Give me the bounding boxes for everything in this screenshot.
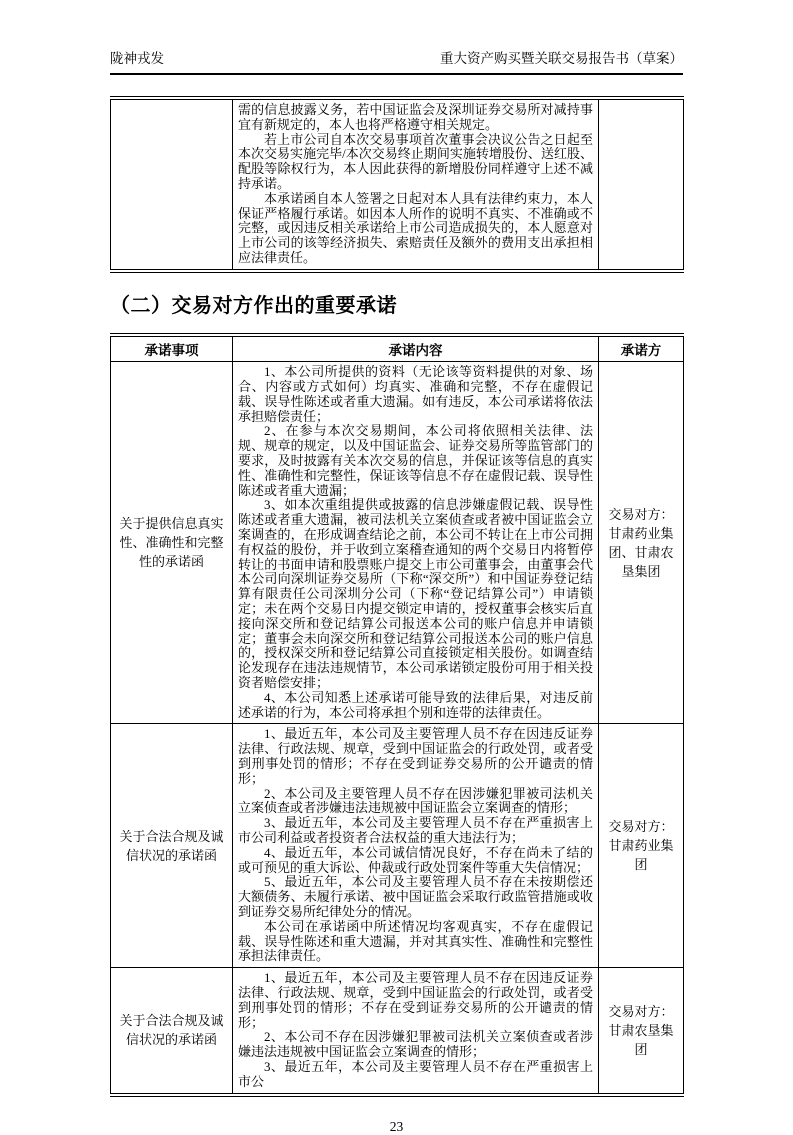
commitment-row xyxy=(111,362,684,724)
header-company-name: 陇神戎发 xyxy=(110,51,164,66)
header-report-title: 重大资产购买暨关联交易报告书（草案） xyxy=(440,51,683,66)
content-paragraph: 需的信息披露义务，若中国证监会及深圳证券交易所对减持事宜有新规定的，本人也将严格遵守相关规定。 xyxy=(238,102,593,132)
commitment-content-cell xyxy=(233,362,599,724)
content-paragraph: 3、如本次重组提供或披露的信息涉嫌虚假记载、误导性陈述或者重大遗漏，被司法机关立案侦查或者被中国证监会立案调查的，在形成调查结论之前，本公司不转让在上市公司拥有权益的股份，并于收到立案稽查通知的两个交易日内将暂停转让的书面申请和股票账户提交上市公司董事会，由董事会代本公司向深圳证券交易所（下称“深交所”）和中国证券登记结算有限责任公司深圳分公司（下称“登记结算公司”）申请锁定；未在两个交易日内提交锁定申请的，授权董事会核实后直接向深交所和登记结算公司报送本公司的账户信息并申请锁定；董事会未向深交所和登记结算公司报送本公司的账户信息的，授权深交所和登记结算公司直接锁定相关股份。如调查结论发现存在违法违规情节，本公司承诺锁定股份可用于相关投资者赔偿安排； xyxy=(238,497,593,690)
commitment-item-cell: 关于提供信息真实性、准确性和完整性的承诺函 xyxy=(111,362,233,724)
continuation-row xyxy=(111,98,684,271)
commitment-row xyxy=(111,968,684,1095)
content-paragraph: 本公司在承诺函中所述情况均客观真实，不存在虚假记载、误导性陈述和重大遗漏，并对其真实性、准确性和完整性承担法律责任。 xyxy=(238,918,593,964)
commitments-table-header-row xyxy=(111,335,684,362)
column-header-party: 承诺方 xyxy=(599,335,684,362)
content-paragraph: 若上市公司自本次交易事项首次董事会决议公告之日起至本次交易实施完毕/本次交易终止期间实施转增股份、送红股、配股等除权行为，本人因此获得的新增股份同样遵守上述不减持承诺。 xyxy=(238,131,593,191)
content-paragraph: 5、最近五年，本公司及主要管理人员不存在未按期偿还大额债务、未履行承诺、被中国证监会采取行政监管措施或收到证券交易所纪律处分的情况。 xyxy=(238,874,593,919)
section-heading: （二）交易对方作出的重要承诺 xyxy=(110,294,397,317)
commitment-content-cell xyxy=(233,968,599,1095)
content-paragraph: 3、最近五年，本公司及主要管理人员不存在严重损害上市公 xyxy=(238,1058,593,1089)
commitments-table xyxy=(110,333,684,1097)
commitment-item-cell: 关于合法合规及诚信状况的承诺函 xyxy=(111,968,233,1095)
column-header-content: 承诺内容 xyxy=(233,335,599,362)
content-paragraph: 2、在参与本次交易期间，本公司将依照相关法律、法规、规章的规定，以及中国证监会、证券交易所等监管部门的要求，及时披露有关本次交易的信息，并保证该等信息的真实性、准确性和完整性，保证该等信息不存在虚假记载、误导性陈述或者重大遗漏； xyxy=(238,423,593,498)
continuation-item-cell xyxy=(111,98,233,271)
page-number: 23 xyxy=(389,1118,404,1134)
commitment-party-cell: 交易对方：甘肃药业集团 xyxy=(599,724,684,968)
continuation-table xyxy=(110,96,684,273)
page-header xyxy=(110,50,683,75)
content-paragraph: 本承诺函自本人签署之日起对本人具有法律约束力，本人保证严格履行承诺。如因本人所作的说明不真实、不准确或不完整，或因违反相关承诺给上市公司造成损失的，本人愿意对上市公司的该等经济损失、索赔责任及额外的费用支出承担相应法律责任。 xyxy=(238,190,593,265)
content-paragraph: 1、本公司所提供的资料（无论该等资料提供的对象、场合、内容或方式如何）均真实、准确和完整，不存在虚假记载、误导性陈述或者重大遗漏。如有违反，本公司承诺将依法承担赔偿责任； xyxy=(238,364,593,424)
content-paragraph: 1、最近五年，本公司及主要管理人员不存在因违反证券法律、行政法规、规章，受到中国证监会的行政处罚，或者受到刑事处罚的情形；不存在受到证券交易所的公开谴责的情形； xyxy=(238,970,593,1030)
commitment-row xyxy=(111,724,684,968)
commitment-content-cell xyxy=(233,724,599,968)
commitments-table-body xyxy=(111,362,684,1095)
content-paragraph: 2、本公司及主要管理人员不存在因涉嫌犯罪被司法机关立案侦查或者涉嫌违法违规被中国证监会立案调查的情形； xyxy=(238,785,593,816)
content-paragraph: 4、最近五年，本公司诚信情况良好，不存在尚未了结的或可预见的重大诉讼、仲裁或行政处罚案件等重大失信情况； xyxy=(238,844,593,875)
continuation-party-cell xyxy=(599,98,684,271)
content-paragraph: 2、本公司不存在因涉嫌犯罪被司法机关立案侦查或者涉嫌违法违规被中国证监会立案调查的情形； xyxy=(238,1029,593,1060)
continuation-content-cell xyxy=(233,98,599,271)
commitment-party-cell: 交易对方：甘肃农垦集团 xyxy=(599,968,684,1095)
content-paragraph: 3、最近五年，本公司及主要管理人员不存在严重损害上市公司利益或者投资者合法权益的重大违法行为； xyxy=(238,815,593,845)
content-paragraph: 1、最近五年，本公司及主要管理人员不存在因违反证券法律、行政法规、规章，受到中国证监会的行政处罚，或者受到刑事处罚的情形；不存在受到证券交易所的公开谴责的情形； xyxy=(238,726,593,786)
commitment-party-cell: 交易对方：甘肃药业集团、甘肃农垦集团 xyxy=(599,362,684,724)
commitment-item-cell: 关于合法合规及诚信状况的承诺函 xyxy=(111,724,233,968)
column-header-item: 承诺事项 xyxy=(111,335,233,362)
content-paragraph: 4、本公司知悉上述承诺可能导致的法律后果，对违反前述承诺的行为，本公司将承担个别和连带的法律责任。 xyxy=(238,689,593,720)
